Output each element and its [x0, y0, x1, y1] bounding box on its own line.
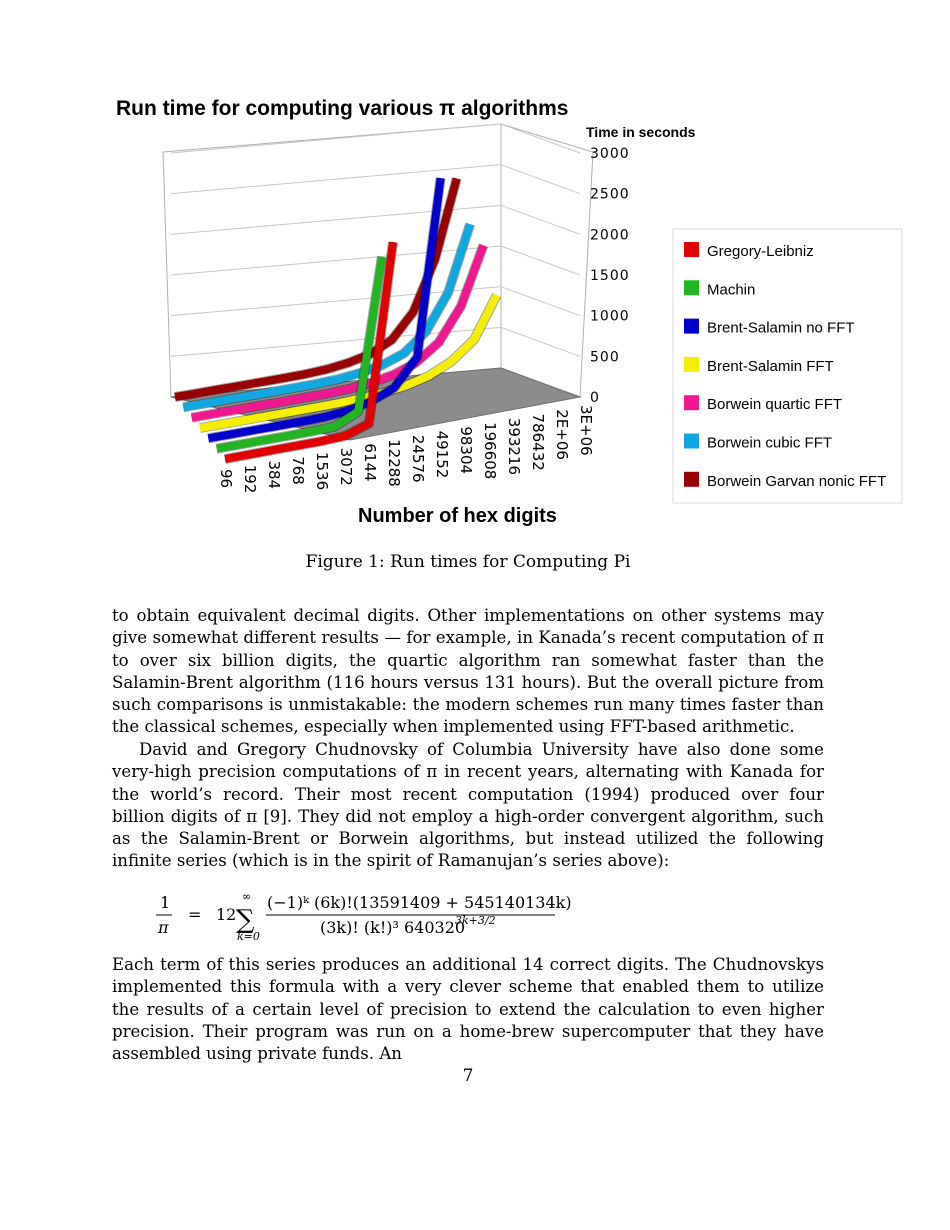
y-tick-label: 1500	[590, 268, 630, 284]
x-axis-title: Number of hex digits	[358, 505, 557, 527]
x-tick-label: 96	[217, 469, 235, 489]
legend-label: Machin	[707, 281, 756, 299]
x-tick-label: 49152	[433, 430, 451, 479]
legend-swatch	[684, 280, 699, 295]
chudnovsky-equation	[150, 888, 650, 944]
x-tick-label: 384	[265, 460, 283, 490]
x-tick-label: 6144	[361, 443, 379, 482]
legend-label: Brent-Salamin FFT	[707, 357, 834, 375]
eq-denominator: (3k)! (k!)³ 640320	[320, 918, 466, 937]
y-axis-title: Time in seconds	[586, 124, 696, 140]
x-tick-label: 192	[241, 464, 259, 494]
paragraph-3: Each term of this series produces an additional 14 correct digits. The Chudnovskys implemented this formula with a very clever scheme that enabled them to utilize the results of a certain level of precision to extend the calculation to even higher precision. Their program was run on a home-brew supercomputer that they have assembled using private funds. An	[112, 955, 824, 1064]
x-tick-label: 768	[289, 456, 307, 485]
x-tick-label: 393216	[505, 417, 523, 476]
legend-swatch	[684, 357, 699, 372]
x-tick-label: 24576	[409, 434, 427, 483]
legend-label: Borwein quartic FFT	[707, 396, 843, 414]
eq-equals: =	[188, 905, 202, 924]
legend-swatch	[684, 319, 699, 334]
x-tick-label: 12288	[385, 439, 403, 487]
y-tick-label: 1000	[590, 308, 630, 325]
legend-swatch	[684, 395, 699, 410]
gridline	[171, 124, 580, 153]
x-tick-label: 786432	[529, 413, 547, 471]
legend-swatch	[684, 434, 699, 449]
gridline	[171, 165, 580, 194]
legend-swatch	[684, 242, 699, 257]
eq-coefficient: 12	[216, 905, 237, 924]
eq-lhs-numerator: 1	[160, 893, 171, 912]
x-tick-label: 2E+06	[553, 409, 571, 460]
legend-label: Borwein cubic FFT	[707, 434, 833, 452]
chart-title: Run time for computing various π algorithms	[116, 97, 569, 120]
legend	[673, 229, 902, 503]
paragraph-2: David and Gregory Chudnovsky of Columbia University have also done some very-high precision computations of π in recent years, alternating with Kanada for the world’s record. Their most recent computation (1994) produced over four billion digits of π [9]. They did not employ a high-order convergent algorithm, such as the Salamin-Brent or Borwein algorithms, but instead utilized the following infinite series (which is in the spirit of Ramanujan’s series above):	[112, 740, 824, 871]
gridline	[171, 205, 580, 234]
legend-label: Borwein Garvan nonic FFT	[707, 472, 887, 490]
run-time-chart	[0, 0, 950, 560]
eq-numerator: (−1)ᵏ (6k)!(13591409 + 545140134k)	[267, 893, 572, 912]
legend-label: Gregory-Leibniz	[707, 243, 814, 260]
y-tick-label: 0	[590, 390, 600, 406]
x-tick-label: 196608	[481, 422, 499, 480]
y-tick-label: 2000	[590, 227, 630, 244]
x-tick-label: 3072	[337, 447, 355, 486]
figure-caption: Figure 1: Run times for Computing Pi	[305, 552, 631, 572]
eq-sum-lower: k=0	[237, 930, 260, 943]
legend-label: Brent-Salamin no FFT	[707, 319, 855, 337]
eq-lhs-denominator: π	[158, 918, 169, 937]
y-tick-label: 3000	[590, 146, 630, 162]
y-tick-labels	[590, 146, 630, 406]
page-number: 7	[462, 1066, 474, 1086]
legend-swatch	[684, 472, 699, 487]
eq-sum-upper: ∞	[242, 890, 252, 903]
x-tick-label: 1536	[313, 451, 331, 491]
paragraph-1: to obtain equivalent decimal digits. Other implementations on other systems may give somewhat different results — for example, in Kanada’s recent computation of π to over six billion digits, the quartic algorithm ran somewhat faster than the Salamin-Brent algorithm (116 hours versus 131 hours). But the overall picture from such comparisons is unmistakable: the modern schemes run many times faster than the classical schemes, especially when implemented using FFT-based arithmetic.	[112, 606, 824, 737]
x-tick-label: 3E+06	[577, 405, 595, 456]
x-tick-label: 98304	[457, 426, 475, 475]
eq-denominator-exponent: 3k+3/2	[455, 914, 496, 927]
y-tick-label: 500	[590, 349, 620, 366]
eq-sum-symbol: ∑	[236, 905, 255, 935]
y-tick-label: 2500	[590, 186, 630, 203]
